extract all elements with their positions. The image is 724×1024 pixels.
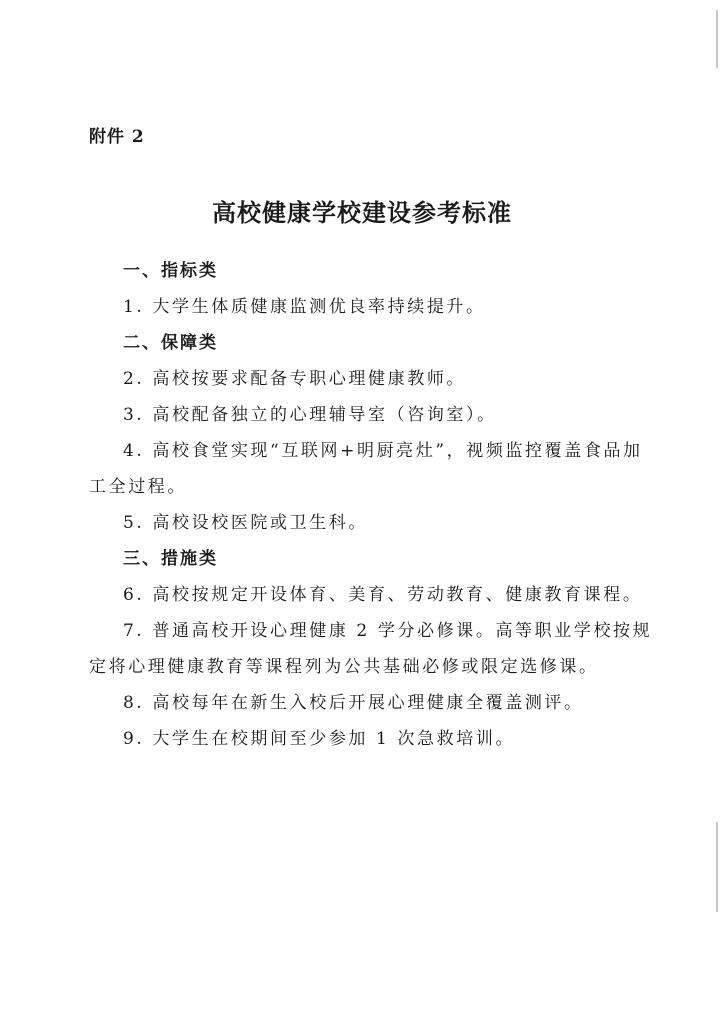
standard-item-2: 2. 高校按要求配备专职心理健康教师。 — [123, 369, 467, 389]
standard-item-3: 3. 高校配备独立的心理辅导室（咨询室）。 — [123, 405, 497, 425]
standard-item-5: 5. 高校设校医院或卫生科。 — [123, 513, 369, 533]
page-edge-mark — [716, 822, 718, 912]
standard-item-4-line-1: 4. 高校食堂实现“互联网+明厨亮灶”，视频监控覆盖食品加 — [123, 441, 643, 461]
standard-item-4-line-2: 工全过程。 — [89, 477, 187, 497]
section-heading-measures: 三、措施类 — [123, 549, 218, 569]
section-heading-indicators: 一、指标类 — [123, 261, 218, 281]
section-heading-guarantees: 二、保障类 — [123, 333, 218, 353]
attachment-label: 附件 2 — [89, 127, 145, 147]
standard-item-6: 6. 高校按规定开设体育、美育、劳动教育、健康教育课程。 — [123, 585, 643, 605]
document-title: 高校健康学校建设参考标准 — [212, 198, 512, 227]
standard-item-7-line-2: 定将心理健康教育等课程列为公共基础必修或限定选修课。 — [89, 657, 599, 677]
standard-item-1: 1. 大学生体质健康监测优良率持续提升。 — [123, 297, 486, 317]
standard-item-9: 9. 大学生在校期间至少参加 1 次急救培训。 — [123, 729, 516, 749]
standard-item-8: 8. 高校每年在新生入校后开展心理健康全覆盖测评。 — [123, 693, 584, 713]
page-edge-mark — [716, 10, 718, 68]
standard-item-7-line-1: 7. 普通高校开设心理健康 2 学分必修课。高等职业学校按规 — [123, 621, 653, 641]
